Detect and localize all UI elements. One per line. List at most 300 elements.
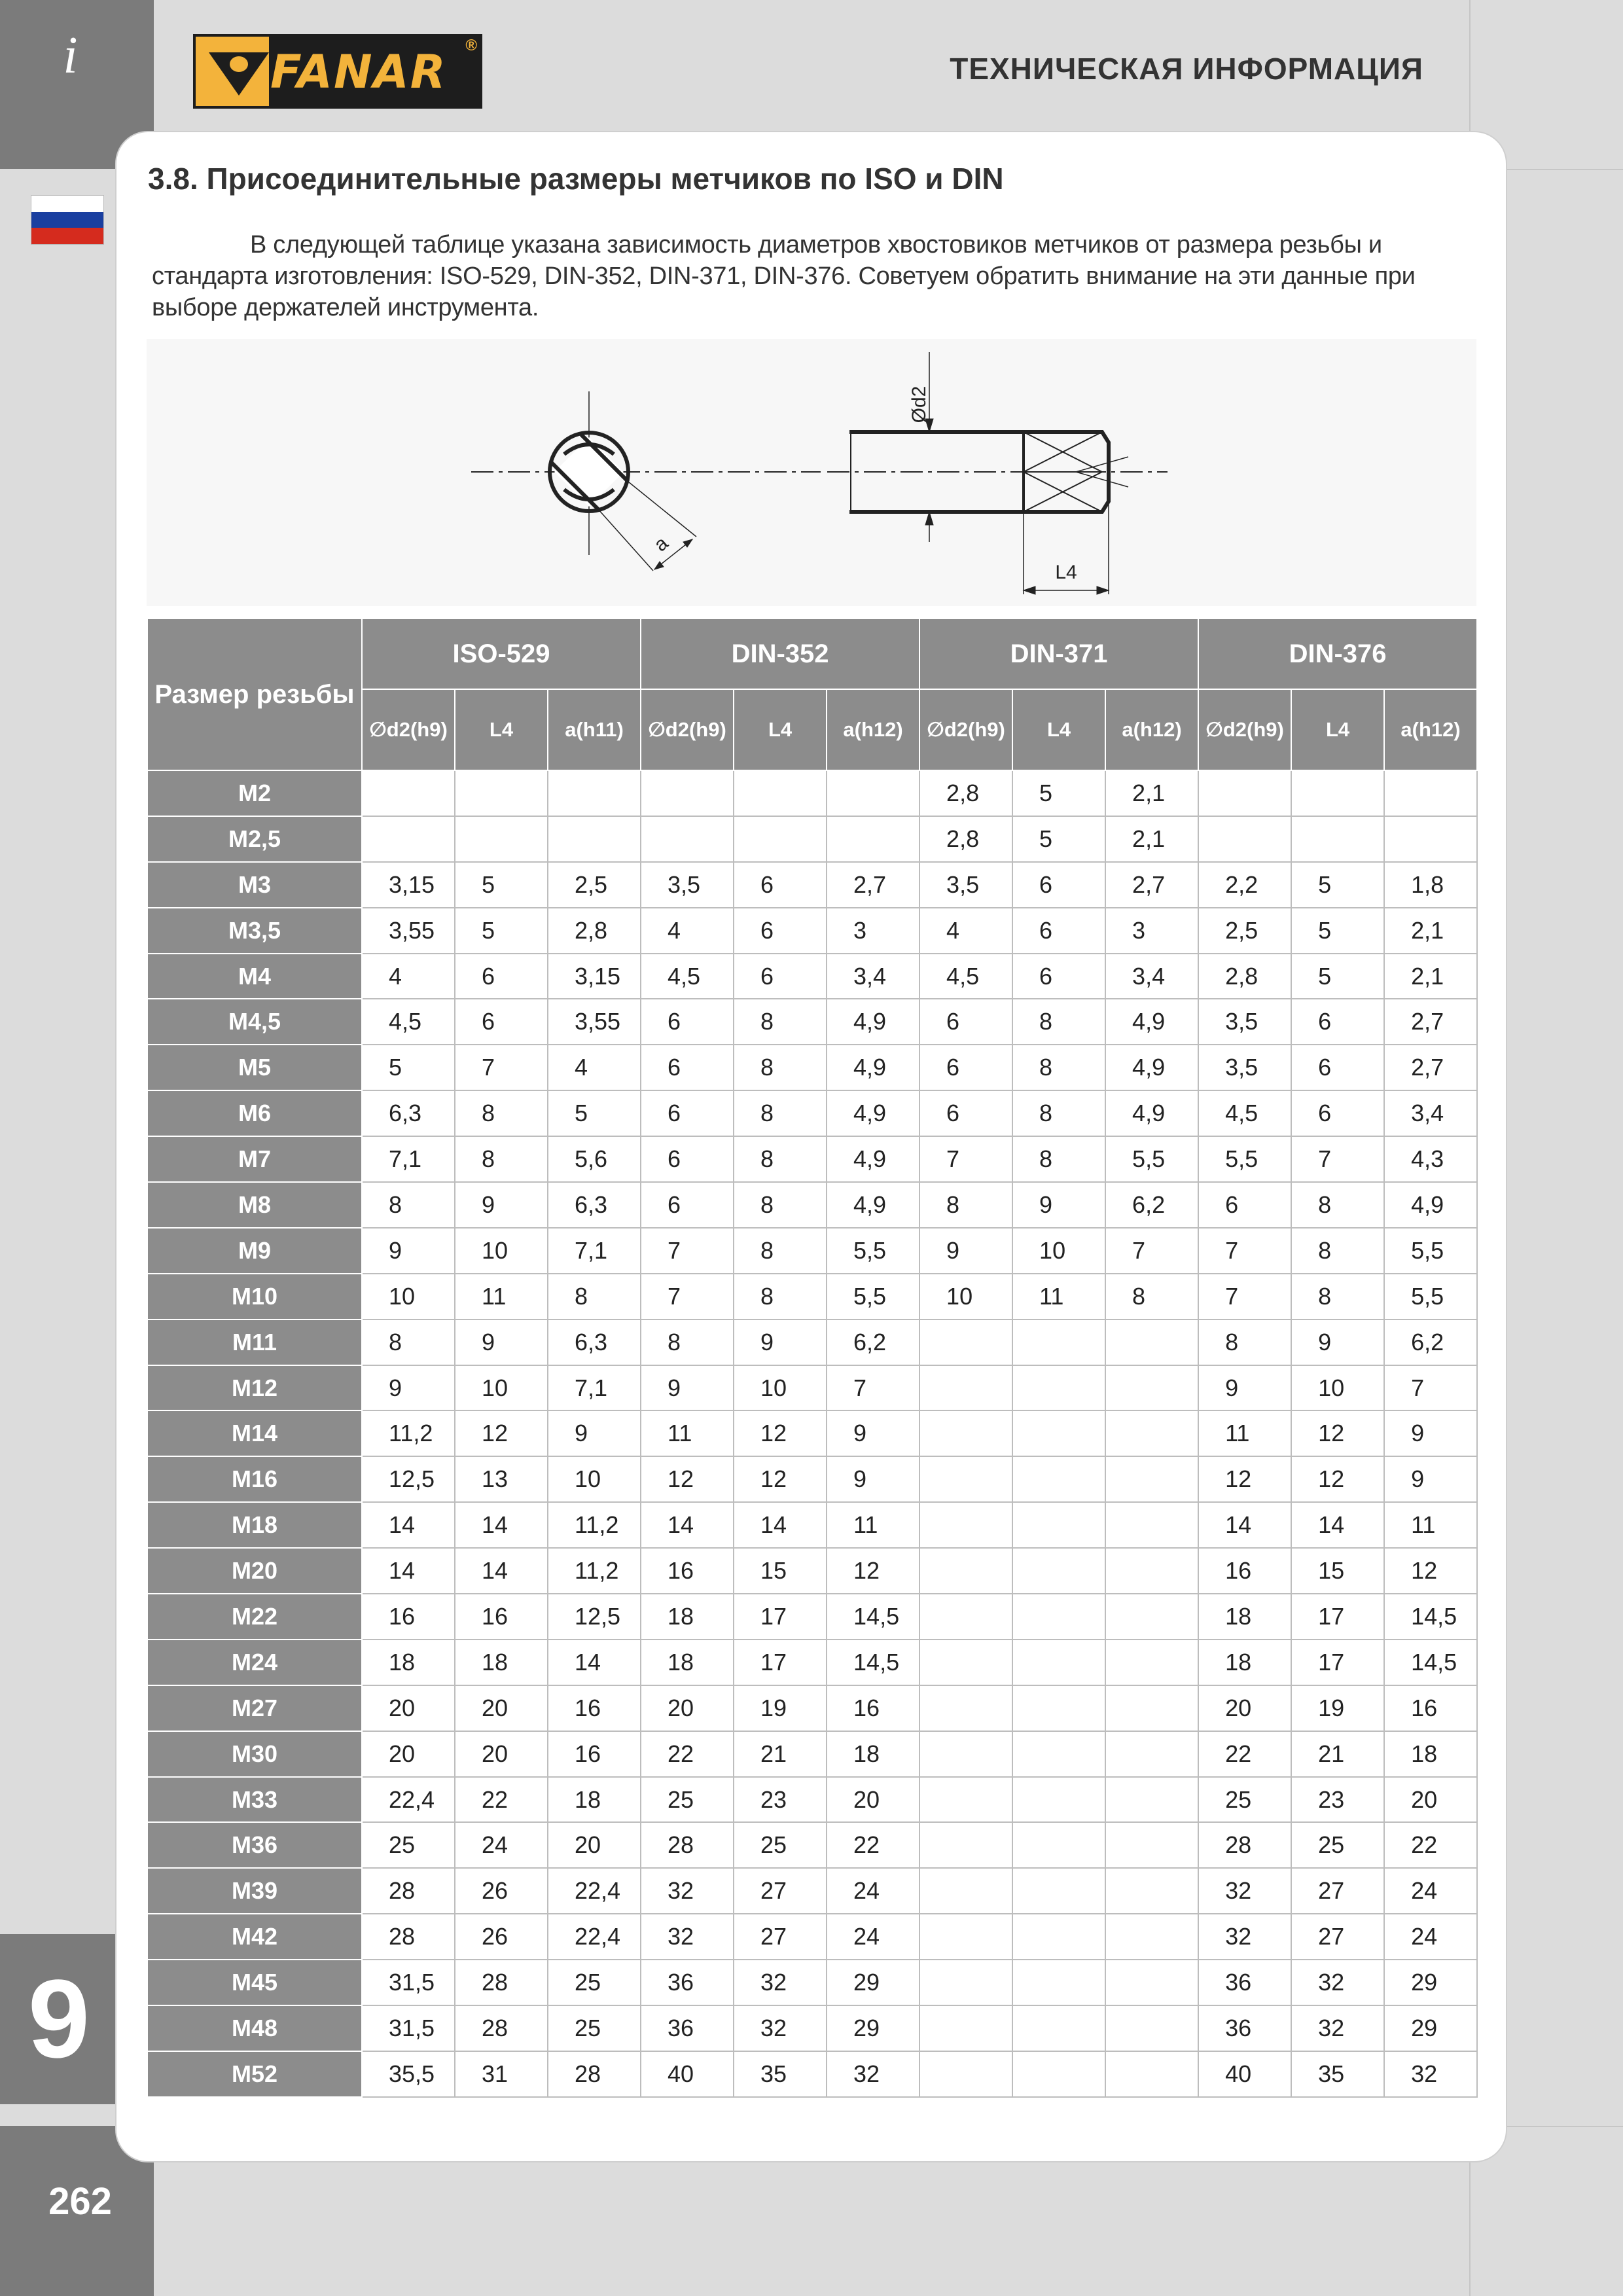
table-row (147, 1502, 1477, 1548)
table-cell: 12 (1291, 1410, 1384, 1456)
table-cell (548, 770, 641, 816)
table-cell: 8 (641, 1319, 734, 1365)
table-cell (919, 1365, 1012, 1411)
table-cell: 6 (1291, 999, 1384, 1045)
thread-size-cell: M4 (147, 954, 362, 999)
table-cell (1012, 1914, 1105, 1960)
table-cell (1012, 1822, 1105, 1868)
table-cell: 9 (362, 1365, 455, 1411)
table-cell: 10 (734, 1365, 827, 1411)
table-cell: 36 (641, 1960, 734, 2005)
table-cell: 22 (641, 1731, 734, 1777)
table-cell: 8 (734, 1228, 827, 1274)
table-cell: 10 (455, 1365, 548, 1411)
standard-header-din-376: DIN-376 (1198, 619, 1477, 689)
table-cell (455, 770, 548, 816)
table-cell (1012, 2005, 1105, 2051)
thread-size-cell: M24 (147, 1640, 362, 1685)
table-cell: 6 (641, 999, 734, 1045)
table-cell: 16 (827, 1685, 919, 1731)
table-cell: 2,7 (1384, 1045, 1477, 1090)
table-cell: 14 (362, 1548, 455, 1594)
thread-size-cell: M45 (147, 1960, 362, 2005)
table-cell: 2,5 (548, 862, 641, 908)
table-cell: 32 (641, 1914, 734, 1960)
table-cell: 8 (1012, 999, 1105, 1045)
table-cell: 9 (827, 1410, 919, 1456)
table-cell (919, 1960, 1012, 2005)
table-cell: 8 (734, 1136, 827, 1182)
standard-header-iso-529: ISO-529 (362, 619, 641, 689)
table-cell: 6,3 (548, 1319, 641, 1365)
table-cell: 3,4 (1105, 954, 1198, 999)
table-row (147, 1777, 1477, 1823)
table-cell: 5 (455, 908, 548, 954)
table-cell (1105, 1822, 1198, 1868)
table-cell: 16 (548, 1731, 641, 1777)
table-cell: 6 (641, 1136, 734, 1182)
table-cell: 14,5 (1384, 1640, 1477, 1685)
table-cell: 24 (1384, 1868, 1477, 1914)
table-cell: 9 (455, 1319, 548, 1365)
table-cell: 2,1 (1105, 816, 1198, 862)
table-cell: 14 (455, 1548, 548, 1594)
table-cell (1105, 1502, 1198, 1548)
table-cell: 35 (734, 2051, 827, 2097)
table-cell: 22 (1384, 1822, 1477, 1868)
subheader-cell: L4 (455, 689, 548, 770)
table-cell: 25 (1291, 1822, 1384, 1868)
table-cell: 3,55 (362, 908, 455, 954)
table-row (147, 1456, 1477, 1502)
table-cell: 12 (641, 1456, 734, 1502)
table-cell: 14 (548, 1640, 641, 1685)
table-cell: 10 (1291, 1365, 1384, 1411)
table-cell: 15 (1291, 1548, 1384, 1594)
table-row (147, 1182, 1477, 1228)
standard-header-din-352: DIN-352 (641, 619, 919, 689)
flag-stripe-red (31, 228, 103, 244)
shank-dimensions-table (147, 618, 1478, 2098)
table-cell: 2,7 (1105, 862, 1198, 908)
thread-size-cell: M3 (147, 862, 362, 908)
table-cell (1012, 1868, 1105, 1914)
table-cell: 26 (455, 1868, 548, 1914)
table-cell: 14,5 (827, 1594, 919, 1640)
table-cell: 5,5 (1384, 1274, 1477, 1319)
table-cell: 7 (827, 1365, 919, 1411)
thread-size-cell: M33 (147, 1777, 362, 1823)
table-cell: 4,9 (1105, 1045, 1198, 1090)
table-cell: 6,2 (827, 1319, 919, 1365)
table-cell: 18 (641, 1640, 734, 1685)
table-cell: 5,5 (827, 1228, 919, 1274)
table-cell: 9 (1291, 1319, 1384, 1365)
table-cell: 25 (362, 1822, 455, 1868)
table-cell: 3,4 (827, 954, 919, 999)
table-cell: 40 (1198, 2051, 1291, 2097)
table-cell (1012, 1777, 1105, 1823)
table-cell: 4,9 (827, 1182, 919, 1228)
table-row (147, 1640, 1477, 1685)
table-cell: 20 (827, 1777, 919, 1823)
table-cell: 4,5 (641, 954, 734, 999)
table-cell (919, 1868, 1012, 1914)
table-cell: 24 (827, 1914, 919, 1960)
subheader-cell: L4 (734, 689, 827, 770)
thread-size-cell: M20 (147, 1548, 362, 1594)
table-cell (1105, 1685, 1198, 1731)
table-cell (548, 816, 641, 862)
table-cell: 2,8 (919, 770, 1012, 816)
table-cell: 35,5 (362, 2051, 455, 2097)
table-cell: 21 (734, 1731, 827, 1777)
table-cell (1012, 1319, 1105, 1365)
thread-size-cell: M39 (147, 1868, 362, 1914)
table-cell: 2,8 (919, 816, 1012, 862)
table-cell: 17 (1291, 1594, 1384, 1640)
table-cell: 7,1 (548, 1228, 641, 1274)
thread-size-cell: M30 (147, 1731, 362, 1777)
table-row (147, 2005, 1477, 2051)
info-icon: i (63, 27, 78, 84)
table-cell: 27 (734, 1914, 827, 1960)
table-header (147, 619, 1477, 770)
table-cell: 10 (362, 1274, 455, 1319)
table-row (147, 862, 1477, 908)
table-cell (1105, 1868, 1198, 1914)
table-cell (919, 1502, 1012, 1548)
table-cell (1012, 1410, 1105, 1456)
chapter-number: 9 (27, 1957, 90, 2081)
table-cell: 4,9 (827, 1136, 919, 1182)
table-row (147, 1136, 1477, 1182)
table-cell: 5 (548, 1090, 641, 1136)
table-row (147, 954, 1477, 999)
thread-size-cell: M3,5 (147, 908, 362, 954)
thread-size-cell: M42 (147, 1914, 362, 1960)
table-cell (919, 1319, 1012, 1365)
table-cell: 9 (1384, 1410, 1477, 1456)
table-cell: 8 (1291, 1182, 1384, 1228)
table-cell: 40 (641, 2051, 734, 2097)
table-cell: 6 (1012, 862, 1105, 908)
table-cell (827, 816, 919, 862)
table-cell: 36 (641, 2005, 734, 2051)
table-cell (1105, 1777, 1198, 1823)
table-cell: 16 (641, 1548, 734, 1594)
table-cell: 5,5 (827, 1274, 919, 1319)
table-cell: 32 (734, 2005, 827, 2051)
table-cell: 4 (641, 908, 734, 954)
table-row (147, 1090, 1477, 1136)
thread-size-cell: M6 (147, 1090, 362, 1136)
table-cell (827, 770, 919, 816)
table-cell: 4,5 (362, 999, 455, 1045)
table-cell: 21 (1291, 1731, 1384, 1777)
table-cell: 4,3 (1384, 1136, 1477, 1182)
table-cell: 32 (1198, 1868, 1291, 1914)
table-cell: 7 (1198, 1274, 1291, 1319)
table-cell: 19 (1291, 1685, 1384, 1731)
table-cell: 8 (734, 1090, 827, 1136)
table-cell: 2,8 (1198, 954, 1291, 999)
table-cell: 5,6 (548, 1136, 641, 1182)
table-cell: 3,5 (1198, 999, 1291, 1045)
label-l4: L4 (1055, 562, 1077, 583)
table-cell: 3 (1105, 908, 1198, 954)
table-cell: 35 (1291, 2051, 1384, 2097)
table-cell (1105, 1731, 1198, 1777)
table-cell: 24 (455, 1822, 548, 1868)
table-cell: 9 (548, 1410, 641, 1456)
table-cell: 4,9 (827, 999, 919, 1045)
table-cell: 18 (455, 1640, 548, 1685)
intro-paragraph: В следующей таблице указана зависимость диаметров хвостовиков метчиков от размера резьбы и стандарта изготовления: ISO-529, DIN-352, DIN-371, DIN-376. Советуем обратить внимание на эти данные при выборе держателей инструмента. (152, 231, 1416, 321)
table-cell: 28 (362, 1868, 455, 1914)
table-cell: 27 (1291, 1868, 1384, 1914)
drawing-svg (147, 339, 1476, 606)
table-cell: 8 (455, 1090, 548, 1136)
table-cell: 11 (827, 1502, 919, 1548)
standard-header-din-371: DIN-371 (919, 619, 1198, 689)
table-cell: 12 (827, 1548, 919, 1594)
table-cell: 15 (734, 1548, 827, 1594)
table-cell: 27 (734, 1868, 827, 1914)
standards-header-row (147, 619, 1477, 689)
table-cell: 24 (827, 1868, 919, 1914)
table-cell: 5 (1012, 816, 1105, 862)
table-cell: 19 (734, 1685, 827, 1731)
table-cell: 18 (1198, 1640, 1291, 1685)
table-cell (1012, 1548, 1105, 1594)
table-cell: 12 (1291, 1456, 1384, 1502)
table-cell: 32 (1291, 2005, 1384, 2051)
table-cell: 27 (1291, 1914, 1384, 1960)
table-cell: 5 (1291, 908, 1384, 954)
table-cell: 20 (1198, 1685, 1291, 1731)
thread-size-cell: M10 (147, 1274, 362, 1319)
table-cell (1105, 1365, 1198, 1411)
table-cell: 3,4 (1384, 1090, 1477, 1136)
subheader-cell: ∅d2(h9) (641, 689, 734, 770)
table-cell (919, 2051, 1012, 2097)
table-cell: 8 (362, 1182, 455, 1228)
table-cell: 7 (919, 1136, 1012, 1182)
table-cell: 20 (455, 1685, 548, 1731)
table-cell: 8 (919, 1182, 1012, 1228)
table-cell: 23 (734, 1777, 827, 1823)
table-cell: 12,5 (362, 1456, 455, 1502)
table-cell: 12 (455, 1410, 548, 1456)
table-cell: 32 (1384, 2051, 1477, 2097)
table-cell: 32 (827, 2051, 919, 2097)
table-cell: 22 (827, 1822, 919, 1868)
table-cell (1012, 1685, 1105, 1731)
table-cell: 8 (734, 1274, 827, 1319)
thread-size-cell: M14 (147, 1410, 362, 1456)
table-cell: 3,55 (548, 999, 641, 1045)
table-cell: 28 (1198, 1822, 1291, 1868)
table-cell (1198, 816, 1291, 862)
table-cell: 16 (1198, 1548, 1291, 1594)
table-row (147, 1868, 1477, 1914)
table-cell: 4,5 (1198, 1090, 1291, 1136)
table-cell: 16 (548, 1685, 641, 1731)
shank-end-view (471, 391, 821, 571)
table-cell: 9 (827, 1456, 919, 1502)
table-cell: 7 (455, 1045, 548, 1090)
table-cell (1105, 2005, 1198, 2051)
table-row (147, 1045, 1477, 1090)
table-cell: 3,15 (548, 954, 641, 999)
table-cell (1012, 1960, 1105, 2005)
table-cell: 6 (734, 862, 827, 908)
table-cell: 2,7 (1384, 999, 1477, 1045)
table-cell (734, 816, 827, 862)
table-cell: 25 (734, 1822, 827, 1868)
table-cell: 10 (1012, 1228, 1105, 1274)
table-cell: 6 (1012, 954, 1105, 999)
thread-size-cell: M5 (147, 1045, 362, 1090)
thread-size-cell: M11 (147, 1319, 362, 1365)
table-cell: 7 (641, 1228, 734, 1274)
thread-size-cell: M8 (147, 1182, 362, 1228)
table-cell: 2,1 (1384, 908, 1477, 954)
table-cell: 24 (1384, 1914, 1477, 1960)
table-row (147, 999, 1477, 1045)
table-cell: 3,5 (919, 862, 1012, 908)
thread-size-cell: M7 (147, 1136, 362, 1182)
table-cell: 14,5 (1384, 1594, 1477, 1640)
table-cell: 9 (641, 1365, 734, 1411)
table-cell: 7 (1105, 1228, 1198, 1274)
table-row (147, 908, 1477, 954)
table-cell: 4 (919, 908, 1012, 954)
table-cell: 6 (455, 999, 548, 1045)
table-cell: 31,5 (362, 2005, 455, 2051)
page-number: 262 (48, 2180, 112, 2223)
table-cell: 7 (1384, 1365, 1477, 1411)
table-cell: 4,9 (827, 1045, 919, 1090)
table-cell: 32 (734, 1960, 827, 2005)
table-cell: 8 (734, 999, 827, 1045)
thread-size-cell: M16 (147, 1456, 362, 1502)
table-cell: 26 (455, 1914, 548, 1960)
shank-side-view (827, 352, 1168, 594)
table-cell: 6 (1291, 1090, 1384, 1136)
table-cell (1105, 1960, 1198, 2005)
table-cell (734, 770, 827, 816)
table-cell: 7 (641, 1274, 734, 1319)
table-cell: 6 (919, 1090, 1012, 1136)
table-cell (1291, 816, 1384, 862)
fanar-logo (193, 34, 482, 109)
table-row (147, 1685, 1477, 1731)
table-cell: 6,3 (548, 1182, 641, 1228)
table-cell: 32 (1198, 1914, 1291, 1960)
table-cell: 3,5 (641, 862, 734, 908)
flag-stripe-blue (31, 212, 103, 228)
table-cell (1384, 770, 1477, 816)
table-cell: 8 (1012, 1090, 1105, 1136)
table-cell: 18 (1384, 1731, 1477, 1777)
table-row (147, 816, 1477, 862)
table-cell: 5,5 (1105, 1136, 1198, 1182)
table-cell: 17 (1291, 1640, 1384, 1685)
table-cell: 11 (1384, 1502, 1477, 1548)
table-cell: 11 (1012, 1274, 1105, 1319)
table-cell: 5,5 (1198, 1136, 1291, 1182)
thread-size-cell: M12 (147, 1365, 362, 1411)
section-title: 3.8. Присоединительные размеры метчиков по ISO и DIN (148, 162, 1004, 196)
thread-size-cell: M2 (147, 770, 362, 816)
table-cell: 2,2 (1198, 862, 1291, 908)
table-cell: 8 (362, 1319, 455, 1365)
table-cell (1105, 1594, 1198, 1640)
table-cell: 22 (1198, 1731, 1291, 1777)
table-cell: 29 (1384, 1960, 1477, 2005)
table-row (147, 1319, 1477, 1365)
table-cell: 8 (734, 1045, 827, 1090)
table-cell (1105, 1410, 1198, 1456)
table-cell: 8 (548, 1274, 641, 1319)
table-cell: 20 (362, 1731, 455, 1777)
subheader-cell: a(h12) (1384, 689, 1477, 770)
table-cell: 16 (362, 1594, 455, 1640)
table-cell: 7 (1291, 1136, 1384, 1182)
table-cell: 8 (734, 1182, 827, 1228)
thread-size-cell: M18 (147, 1502, 362, 1548)
subheader-cell: a(h12) (827, 689, 919, 770)
table-cell: 5 (362, 1045, 455, 1090)
header-title: ТЕХНИЧЕСКАЯ ИНФОРМАЦИЯ (950, 52, 1423, 86)
table-cell: 13 (455, 1456, 548, 1502)
table-row (147, 1960, 1477, 2005)
table-cell: 4,5 (919, 954, 1012, 999)
table-cell: 7,1 (548, 1365, 641, 1411)
table-cell: 6 (919, 999, 1012, 1045)
thread-size-header: Размер резьбы (147, 619, 362, 770)
table-cell: 14 (1198, 1502, 1291, 1548)
table-row (147, 1731, 1477, 1777)
table-cell (919, 1731, 1012, 1777)
table-cell: 11 (455, 1274, 548, 1319)
table-cell: 5,5 (1384, 1228, 1477, 1274)
thread-size-cell: M48 (147, 2005, 362, 2051)
table-cell: 20 (641, 1685, 734, 1731)
table-cell: 18 (641, 1594, 734, 1640)
subheader-cell: a(h11) (548, 689, 641, 770)
table-cell (1105, 1319, 1198, 1365)
table-cell: 3,5 (1198, 1045, 1291, 1090)
table-cell: 14 (734, 1502, 827, 1548)
table-cell (919, 1685, 1012, 1731)
logo-v-dot (230, 56, 248, 72)
table-cell: 3 (827, 908, 919, 954)
table-cell: 20 (362, 1685, 455, 1731)
flag-stripe-white (31, 196, 103, 212)
table-cell: 7,1 (362, 1136, 455, 1182)
table-cell: 23 (1291, 1777, 1384, 1823)
table-cell: 6 (1012, 908, 1105, 954)
table-cell: 8 (1012, 1136, 1105, 1182)
table-cell: 2,8 (548, 908, 641, 954)
table-cell (919, 1548, 1012, 1594)
table-cell: 10 (455, 1228, 548, 1274)
table-cell (919, 1594, 1012, 1640)
table-cell: 4,9 (1105, 1090, 1198, 1136)
